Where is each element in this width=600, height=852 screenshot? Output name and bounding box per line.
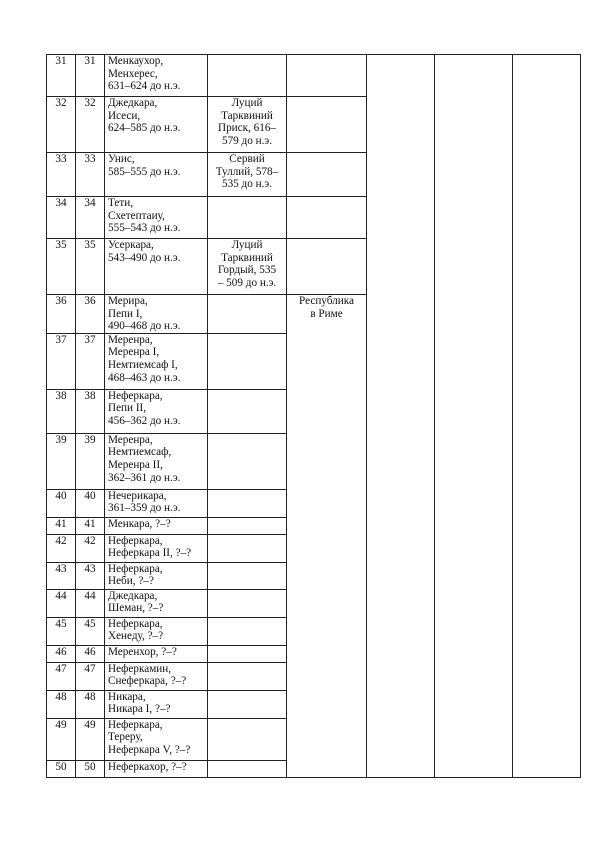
rome-ruler-cell xyxy=(208,662,287,690)
dynasty-number-cell: 50 xyxy=(76,760,105,777)
chronology-table xyxy=(46,54,581,778)
dynasty-number-cell: 44 xyxy=(76,589,105,617)
row-number-cell: 40 xyxy=(47,489,76,517)
dynasty-number-cell: 46 xyxy=(76,645,105,662)
period-cell-republic: Республика в Риме xyxy=(287,295,367,778)
dynasty-number-cell: 32 xyxy=(76,97,105,153)
rome-ruler-cell xyxy=(208,690,287,718)
table-row xyxy=(47,55,581,97)
dynasty-number-cell: 39 xyxy=(76,433,105,489)
row-number-cell: 32 xyxy=(47,97,76,153)
pharaoh-cell: Тети, Схетептаиу, 555–543 до н.э. xyxy=(105,197,208,239)
row-number-cell: 34 xyxy=(47,197,76,239)
row-number-cell: 44 xyxy=(47,589,76,617)
rome-ruler-cell xyxy=(208,389,287,433)
period-cell xyxy=(287,153,367,197)
row-number-cell: 46 xyxy=(47,645,76,662)
dynasty-number-cell: 34 xyxy=(76,197,105,239)
rome-ruler-cell xyxy=(208,333,287,389)
pharaoh-cell: Неферкара, Пепи II, 456–362 до н.э. xyxy=(105,389,208,433)
pharaoh-cell: Неферкара, Неферкара II, ?–? xyxy=(105,534,208,562)
row-number-cell: 35 xyxy=(47,239,76,295)
pharaoh-cell: Джедкара, Исеси, 624–585 до н.э. xyxy=(105,97,208,153)
pharaoh-cell: Менкаухор, Менхерес, 631–624 до н.э. xyxy=(105,55,208,97)
rome-ruler-cell xyxy=(208,517,287,534)
dynasty-number-cell: 33 xyxy=(76,153,105,197)
rome-ruler-cell: Луций Тарквиний Гордый, 535 – 509 до н.э. xyxy=(208,239,287,295)
rome-ruler-cell xyxy=(208,295,287,334)
rome-ruler-cell: Луций Тарквиний Приск, 616– 579 до н.э. xyxy=(208,97,287,153)
period-cell xyxy=(287,97,367,153)
blank-column-cell-a xyxy=(367,55,435,778)
dynasty-number-cell: 49 xyxy=(76,718,105,760)
pharaoh-cell: Унис, 585–555 до н.э. xyxy=(105,153,208,197)
period-cell xyxy=(287,197,367,239)
pharaoh-cell: Неферкара, Тереру, Неферкара V, ?–? xyxy=(105,718,208,760)
dynasty-number-cell: 37 xyxy=(76,333,105,389)
row-number-cell: 31 xyxy=(47,55,76,97)
period-cell xyxy=(287,55,367,97)
row-number-cell: 47 xyxy=(47,662,76,690)
row-number-cell: 50 xyxy=(47,760,76,777)
pharaoh-cell: Нечерикара, 361–359 до н.э. xyxy=(105,489,208,517)
dynasty-number-cell: 47 xyxy=(76,662,105,690)
rome-ruler-cell xyxy=(208,645,287,662)
row-number-cell: 36 xyxy=(47,295,76,334)
row-number-cell: 33 xyxy=(47,153,76,197)
rome-ruler-cell: Сервий Туллий, 578– 535 до н.э. xyxy=(208,153,287,197)
blank-column-cell-b xyxy=(435,55,513,778)
pharaoh-cell: Меренра, Меренра I, Немтиемсаф I, 468–463 до н.э. xyxy=(105,333,208,389)
dynasty-number-cell: 40 xyxy=(76,489,105,517)
row-number-cell: 42 xyxy=(47,534,76,562)
row-number-cell: 38 xyxy=(47,389,76,433)
rome-ruler-cell xyxy=(208,617,287,645)
rome-ruler-cell xyxy=(208,760,287,777)
blank-column-cell-c xyxy=(513,55,581,778)
row-number-cell: 49 xyxy=(47,718,76,760)
dynasty-number-cell: 45 xyxy=(76,617,105,645)
dynasty-number-cell: 31 xyxy=(76,55,105,97)
pharaoh-cell: Джедкара, Шеман, ?–? xyxy=(105,589,208,617)
rome-ruler-cell xyxy=(208,562,287,589)
table-body xyxy=(47,55,581,778)
pharaoh-cell: Неферкара, Хенеду, ?–? xyxy=(105,617,208,645)
row-number-cell: 48 xyxy=(47,690,76,718)
pharaoh-cell: Неферкамин, Снеферкара, ?–? xyxy=(105,662,208,690)
rome-ruler-cell xyxy=(208,197,287,239)
rome-ruler-cell xyxy=(208,718,287,760)
dynasty-number-cell: 43 xyxy=(76,562,105,589)
period-cell xyxy=(287,239,367,295)
row-number-cell: 37 xyxy=(47,333,76,389)
row-number-cell: 39 xyxy=(47,433,76,489)
dynasty-number-cell: 41 xyxy=(76,517,105,534)
row-number-cell: 45 xyxy=(47,617,76,645)
dynasty-number-cell: 38 xyxy=(76,389,105,433)
dynasty-number-cell: 42 xyxy=(76,534,105,562)
pharaoh-cell: Усеркара, 543–490 до н.э. xyxy=(105,239,208,295)
pharaoh-cell: Мерира, Пепи I, 490–468 до н.э. xyxy=(105,295,208,334)
pharaoh-cell: Неферкахор, ?–? xyxy=(105,760,208,777)
rome-ruler-cell xyxy=(208,489,287,517)
row-number-cell: 43 xyxy=(47,562,76,589)
rome-ruler-cell xyxy=(208,433,287,489)
dynasty-number-cell: 36 xyxy=(76,295,105,334)
rome-ruler-cell xyxy=(208,534,287,562)
dynasty-number-cell: 48 xyxy=(76,690,105,718)
pharaoh-cell: Никара, Никара I, ?–? xyxy=(105,690,208,718)
row-number-cell: 41 xyxy=(47,517,76,534)
pharaoh-cell: Меренхор, ?–? xyxy=(105,645,208,662)
rome-ruler-cell xyxy=(208,589,287,617)
pharaoh-cell: Неферкара, Неби, ?–? xyxy=(105,562,208,589)
rome-ruler-cell xyxy=(208,55,287,97)
pharaoh-cell: Меренра, Немтиемсаф, Меренра II, 362–361 до н.э. xyxy=(105,433,208,489)
dynasty-number-cell: 35 xyxy=(76,239,105,295)
pharaoh-cell: Менкара, ?–? xyxy=(105,517,208,534)
